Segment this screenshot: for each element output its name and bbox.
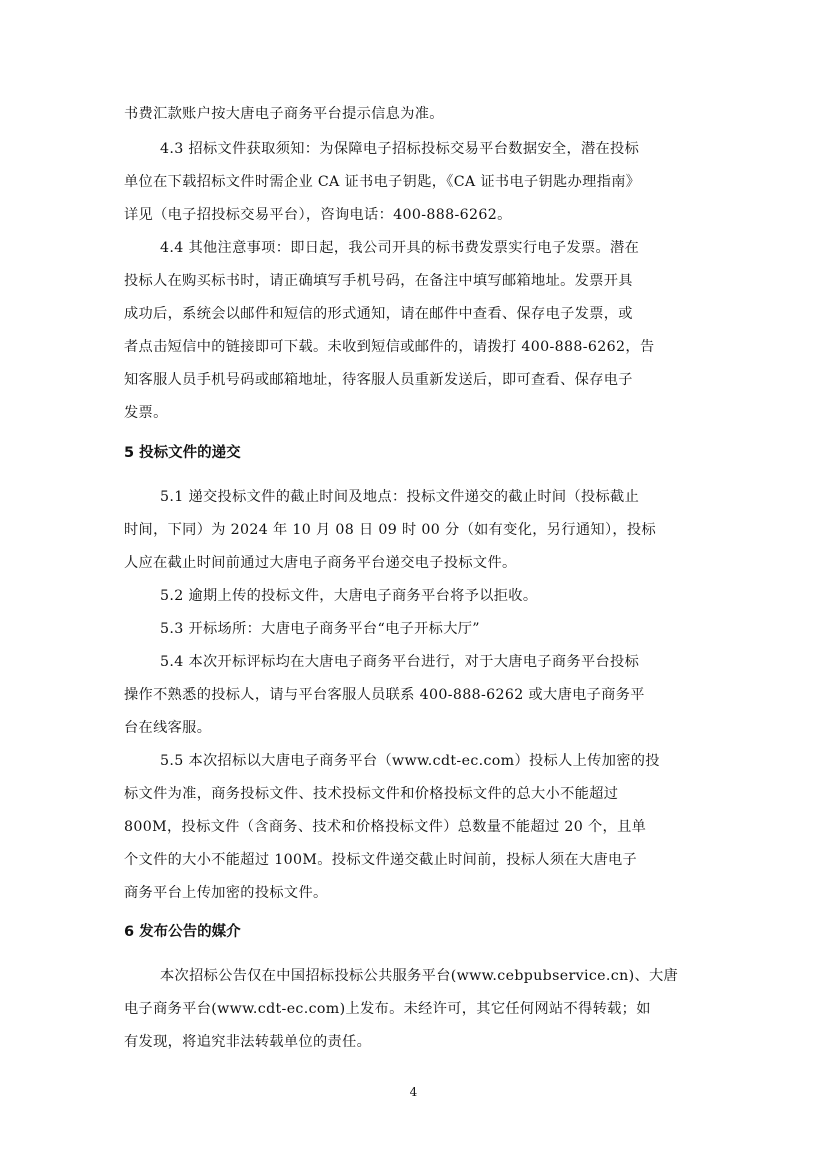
text-line: 电子商务平台(www.cdt-ec.com)上发布。未经许可，其它任何网站不得转载；如 bbox=[124, 1001, 651, 1017]
text-line: 操作不熟悉的投标人，请与平台客服人员联系 400-888-6262 或大唐电子商务平 bbox=[124, 687, 645, 703]
text-line: 详见（电子招投标交易平台），咨询电话：400-888-6262。 bbox=[124, 207, 512, 223]
text-line: 5.4 本次开标评标均在大唐电子商务平台进行，对于大唐电子商务平台投标 bbox=[160, 654, 640, 670]
section-heading-6 bbox=[0, 922, 827, 942]
text-line: 知客服人员手机号码或邮箱地址，待客服人员重新发送后，即可查看、保存电子 bbox=[124, 372, 633, 388]
text-line: 标文件为准，商务投标文件、技术投标文件和价格投标文件的总大小不能超过 bbox=[124, 786, 619, 802]
paragraph-5-3 bbox=[0, 619, 827, 639]
paragraph-continuation bbox=[0, 104, 827, 124]
text-line: 4.3 招标文件获取须知：为保障电子招标投标交易平台数据安全，潜在投标 bbox=[160, 141, 640, 157]
text-line: 成功后，系统会以邮件和短信的形式通知，请在邮件中查看、保存电子发票，或 bbox=[124, 306, 633, 322]
text-line: 有发现，将追究非法转载单位的责任。 bbox=[124, 1034, 372, 1050]
text-line: 5.3 开标场所：大唐电子商务平台“电子开标大厅” bbox=[160, 621, 480, 637]
text-line: 商务平台上传加密的投标文件。 bbox=[124, 885, 328, 901]
text-line: 5.2 逾期上传的投标文件，大唐电子商务平台将予以拒收。 bbox=[160, 588, 538, 604]
text-line: 本次招标公告仅在中国招标投标公共服务平台(www.cebpubservice.cn)、大唐 bbox=[160, 968, 679, 984]
text-line: 发票。 bbox=[124, 405, 168, 421]
text-line: 5.5 本次招标以大唐电子商务平台（www.cdt-ec.com）投标人上传加密的投 bbox=[160, 753, 660, 769]
text-line: 5.1 递交投标文件的截止时间及地点：投标文件递交的截止时间（投标截止 bbox=[160, 489, 640, 505]
text-line: 台在线客服。 bbox=[124, 720, 212, 736]
text-line: 投标人在购买标书时，请正确填写手机号码，在备注中填写邮箱地址。发票开具 bbox=[124, 273, 633, 289]
text-line: 书费汇款账户按大唐电子商务平台提示信息为准。 bbox=[124, 106, 444, 122]
text-line: 人应在截止时间前通过大唐电子商务平台递交电子投标文件。 bbox=[124, 555, 517, 571]
text-line: 单位在下载招标文件时需企业 CA 证书电子钥匙，《CA 证书电子钥匙办理指南》 bbox=[124, 174, 641, 190]
page-number: 4 bbox=[409, 1085, 418, 1099]
paragraph-5-2 bbox=[0, 586, 827, 606]
heading-text: 6 发布公告的媒介 bbox=[124, 924, 241, 940]
text-line: 个文件的大小不能超过 100M。投标文件递交截止时间前，投标人须在大唐电子 bbox=[124, 852, 638, 868]
text-line: 时间，下同）为 2024 年 10 月 08 日 09 时 00 分（如有变化，另行通知），投标 bbox=[124, 522, 656, 538]
text-line: 800M，投标文件（含商务、技术和价格投标文件）总数量不能超过 20 个，且单 bbox=[124, 819, 647, 835]
text-line: 者点击短信中的链接即可下载。未收到短信或邮件的，请拨打 400-888-6262，告 bbox=[124, 339, 655, 355]
heading-text: 5 投标文件的递交 bbox=[124, 445, 241, 461]
text-line: 4.4 其他注意事项：即日起，我公司开具的标书费发票实行电子发票。潜在 bbox=[160, 240, 640, 256]
section-heading-5 bbox=[0, 443, 827, 463]
